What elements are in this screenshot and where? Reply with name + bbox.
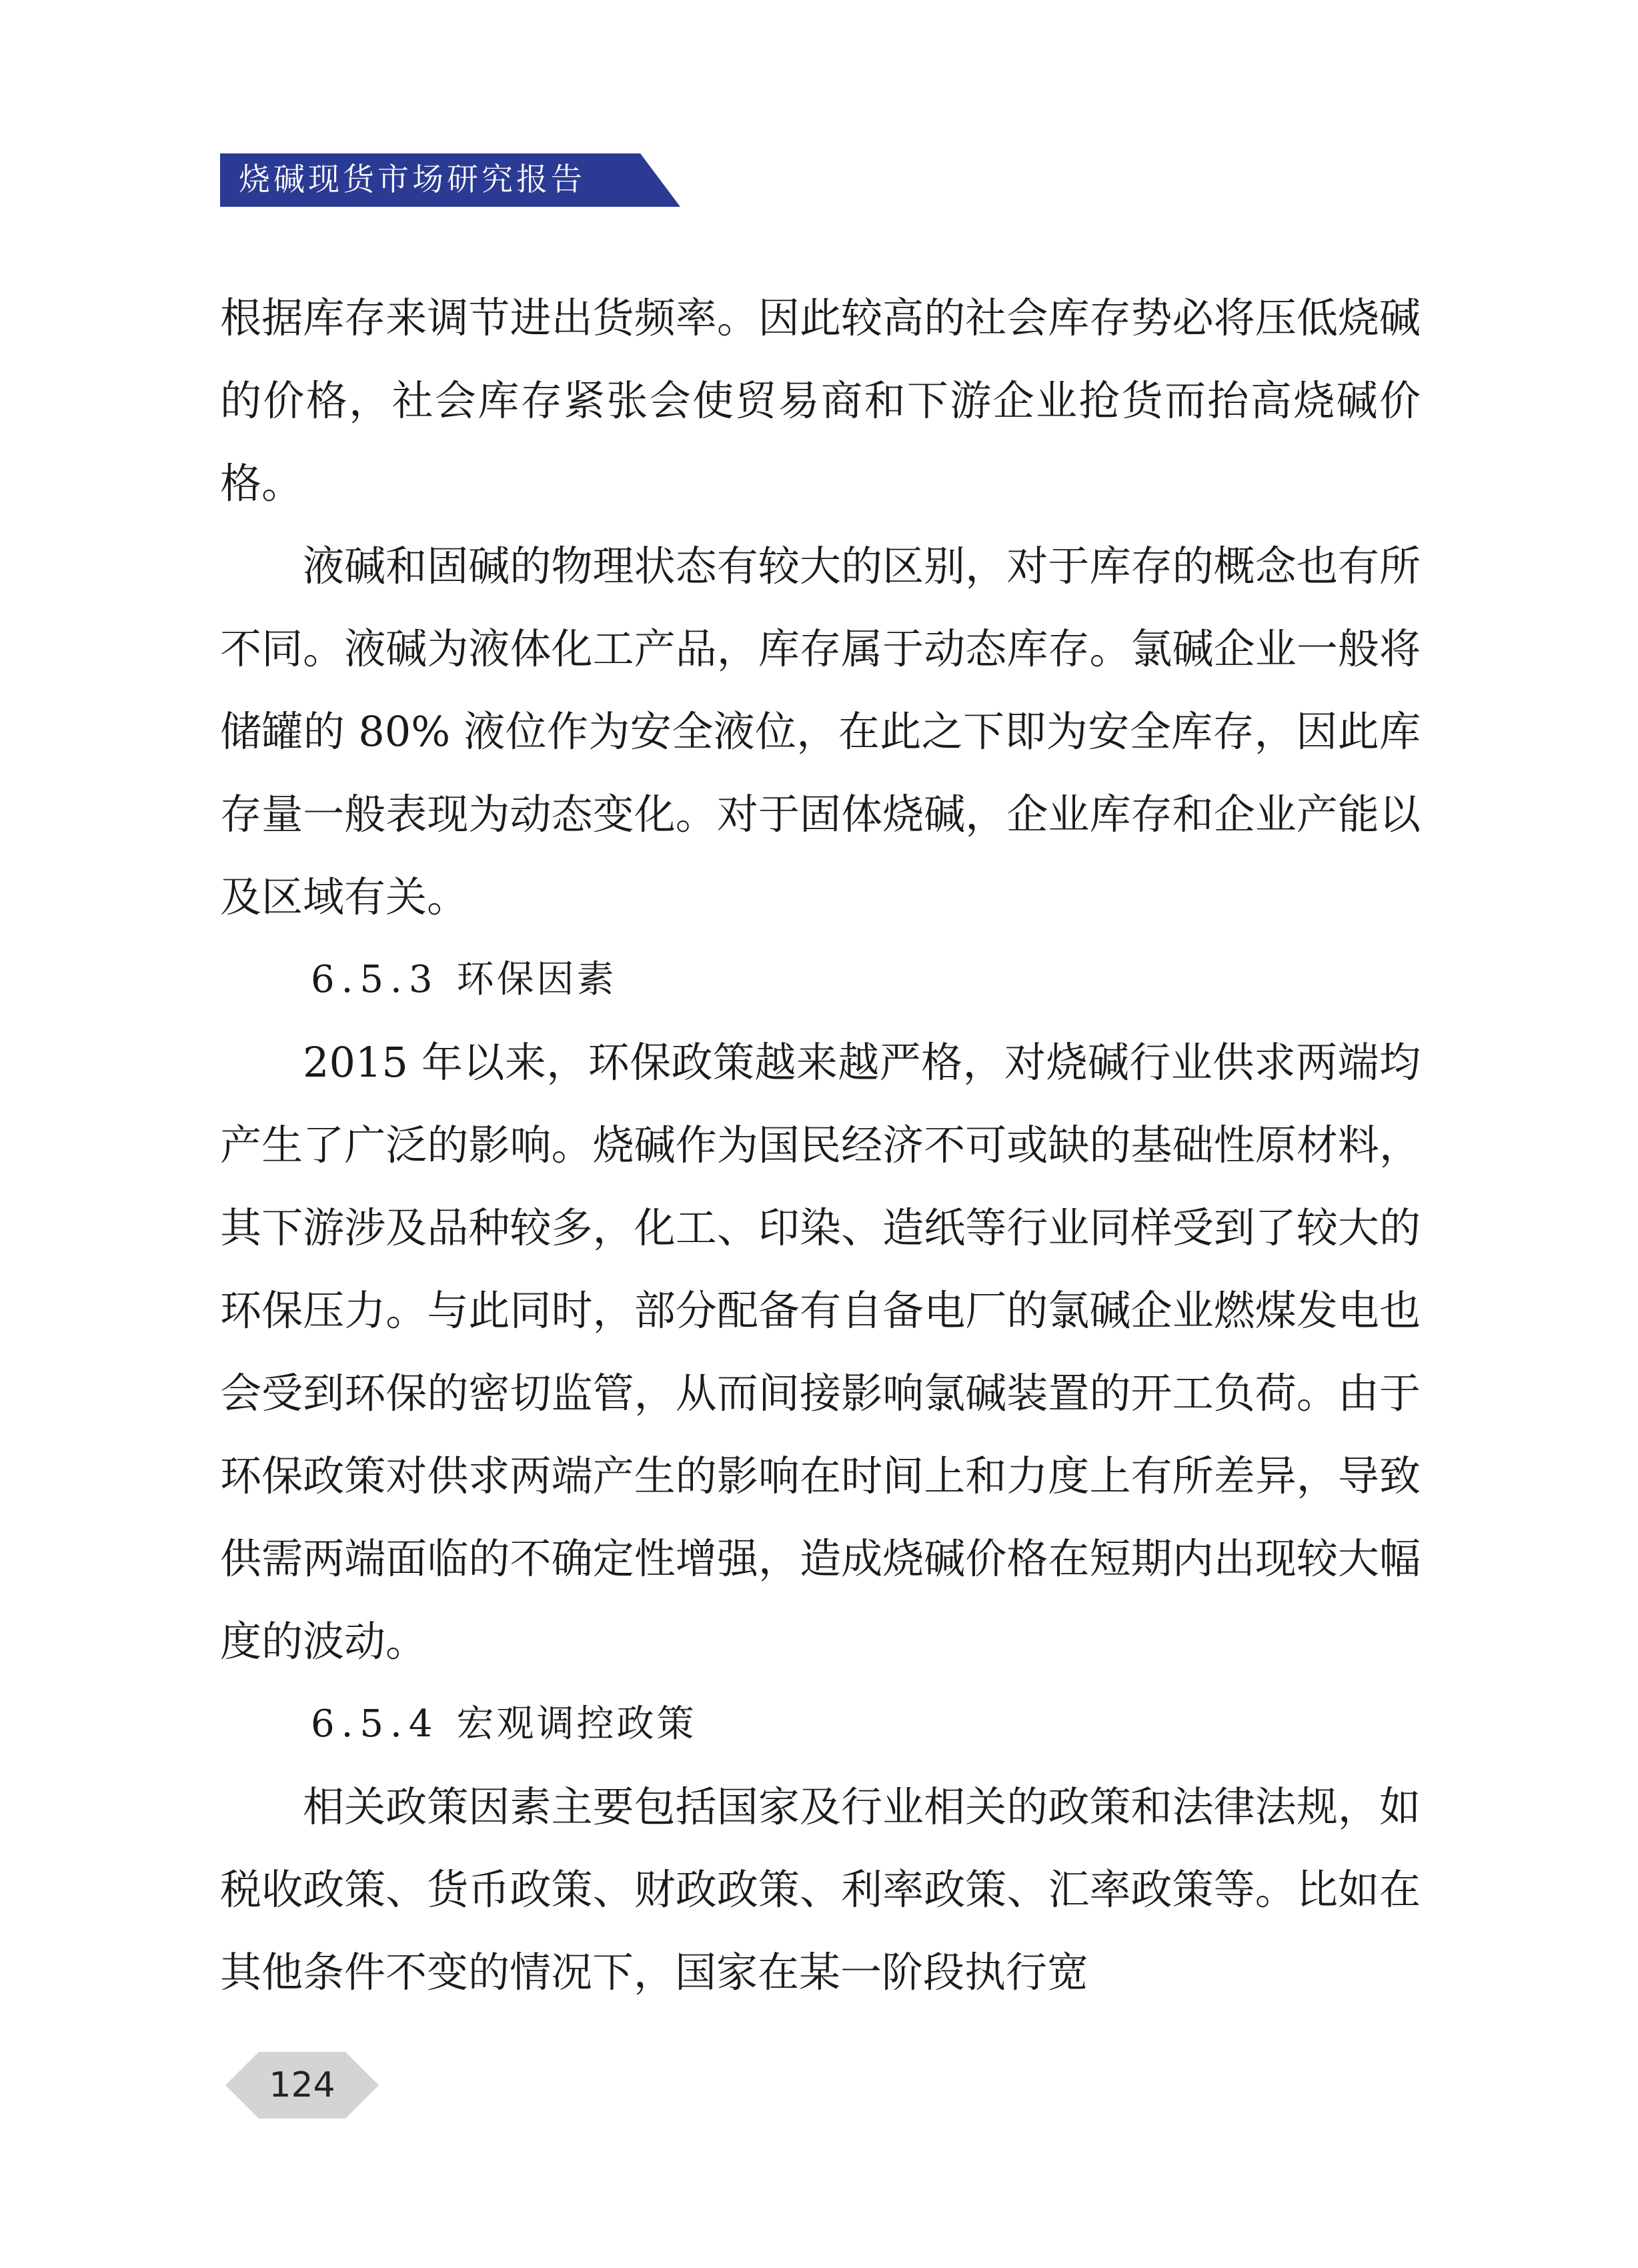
section-heading-6-5-3 — [220, 939, 1421, 1021]
running-header — [220, 153, 680, 207]
page-number: 124 — [269, 2065, 335, 2105]
section-title: 宏观调控政策 — [456, 1702, 697, 1746]
paragraph-inventory: 液碱和固碱的物理状态有较大的区别，对于库存的概念也有所不同。液碱为液体化工产品，库存属于动态库存。氯碱企业一般将储罐的 80% 液位作为安全液位，在此之下即为安全库存，因此库存量一般表现为动态变化。对于固体烧碱，企业库存和企业产能以及区域有关。 — [220, 542, 1421, 921]
section-number: 6.5.3 — [311, 958, 440, 1001]
section-heading-6-5-4 — [220, 1683, 1421, 1766]
paragraph-macro-policy: 相关政策因素主要包括国家及行业相关的政策和法律法规，如税收政策、货币政策、财政政策、利率政策、汇率政策等。比如在其他条件不变的情况下，国家在某一阶段执行宽 — [220, 1782, 1421, 1997]
paragraph-continued: 根据库存来调节进出货频率。因此较高的社会库存势必将压低烧碱的价格，社会库存紧张会使贸易商和下游企业抢货而抬高烧碱价格。 — [220, 294, 1421, 508]
section-title: 环保因素 — [456, 958, 617, 1001]
page-body — [220, 277, 1421, 2014]
section-number: 6.5.4 — [311, 1702, 440, 1746]
paragraph-environment: 2015 年以来，环保政策越来越严格，对烧碱行业供求两端均产生了广泛的影响。烧碱作为国民经济不可或缺的基础性原材料，其下游涉及品种较多，化工、印染、造纸等行业同样受到了较大的环保压力。与此同时，部分配备有自备电厂的氯碱企业燃煤发电也会受到环保的密切监管，从而间接影响氯碱装置的开工负荷。由于环保政策对供求两端产生的影响在时间上和力度上有所差异，导致供需两端面临的不确定性增强，造成烧碱价格在短期内出现较大幅度的波动。 — [220, 1038, 1421, 1666]
book-title: 烧碱现货市场研究报告 — [239, 161, 586, 198]
page-folio — [225, 2052, 379, 2119]
